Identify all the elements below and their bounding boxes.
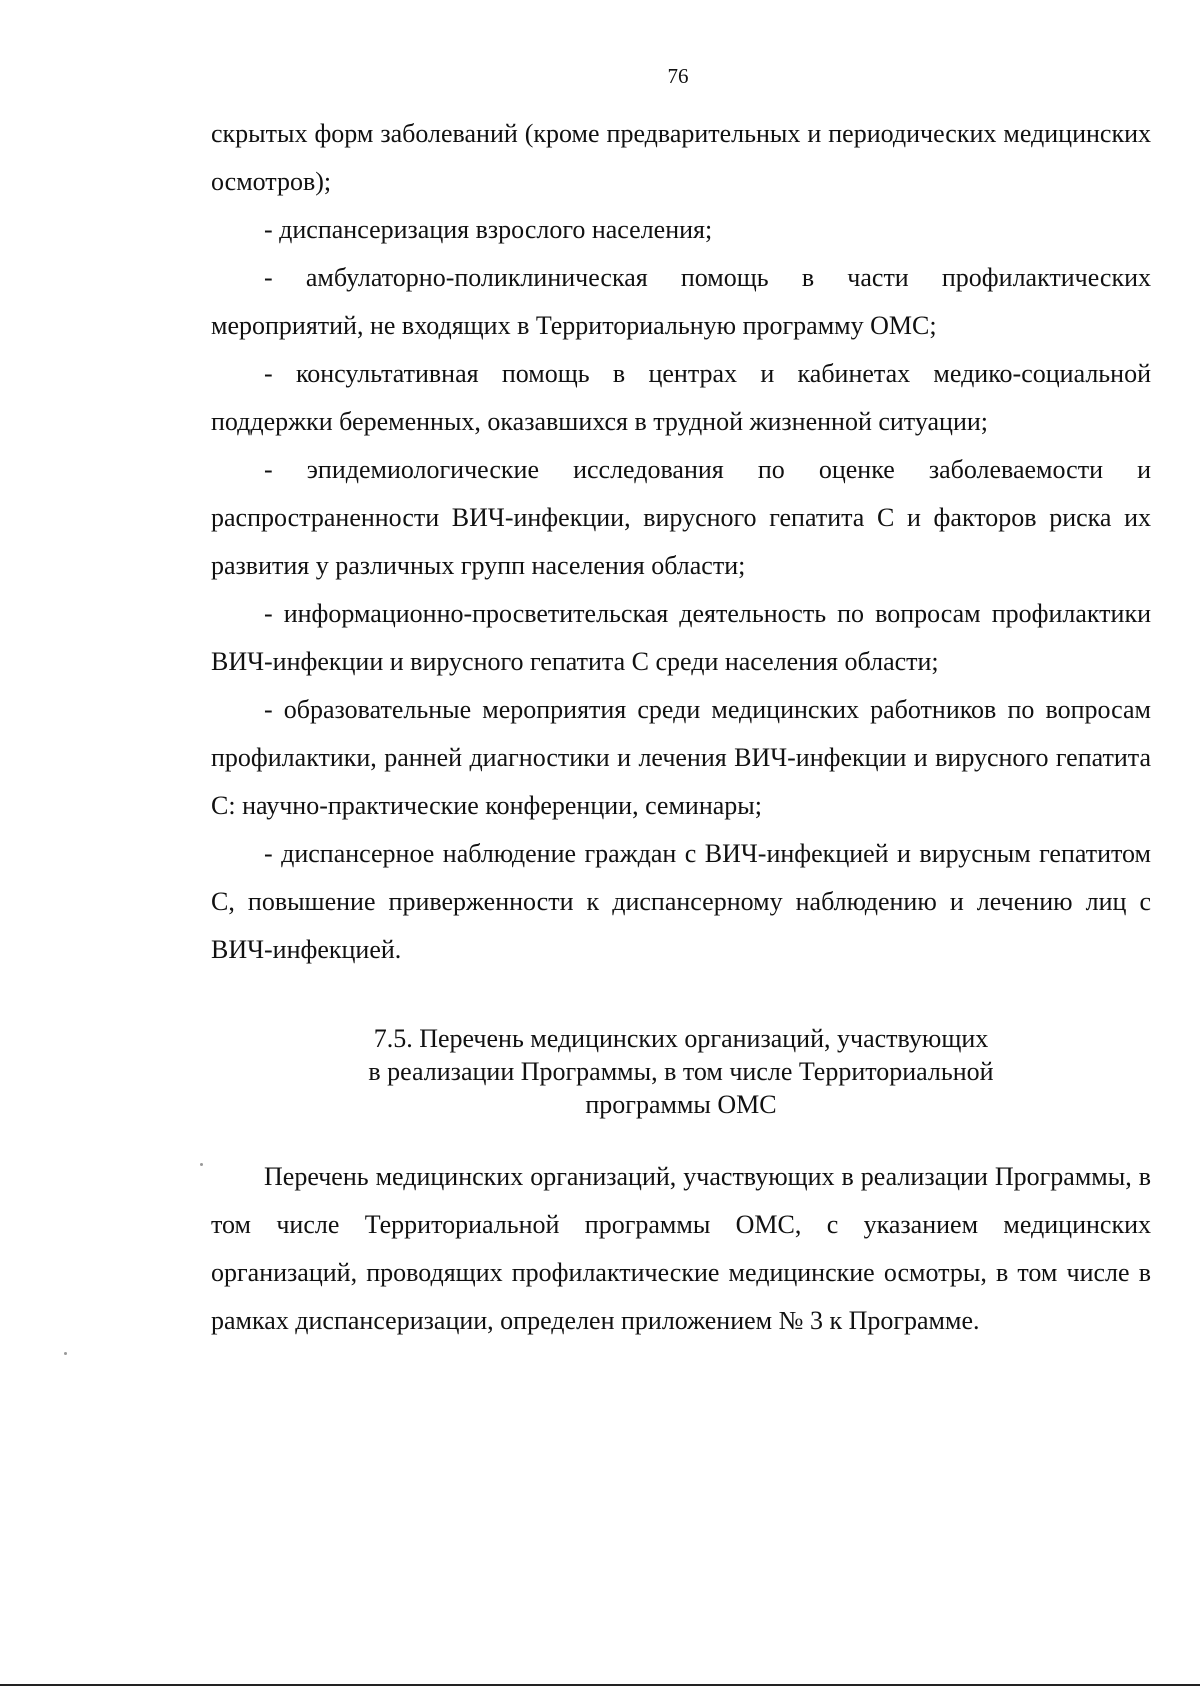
list-item-consultative-care: - консультативная помощь в центрах и кабинетах медико-социальной поддержки беременных, оказавшихся в трудной жизненной ситуации; (211, 359, 1151, 436)
list-item-educational-events: - образовательные мероприятия среди медицинских работников по вопросам профилактики, ранней диагностики и лечения ВИЧ-инфекции и вирусного гепатита С: научно-практические конференции, семинары; (211, 695, 1151, 820)
document-body (211, 110, 1151, 1345)
page-number-text: 76 (667, 64, 689, 88)
section-heading (211, 1022, 1151, 1121)
section-heading-line: 7.5. Перечень медицинских организаций, участвующих (373, 1024, 989, 1053)
scan-speck (64, 1352, 67, 1355)
paragraph-continuation: скрытых форм заболеваний (кроме предварительных и периодических медицинских осмотров); (211, 119, 1151, 196)
section-heading-line: в реализации Программы, в том числе Территориальной (368, 1057, 994, 1086)
page-bottom-edge (0, 1684, 1200, 1686)
list-item-outpatient-care: - амбулаторно-поликлиническая помощь в части профилактических мероприятий, не входящих в Территориальную программу ОМС; (211, 263, 1151, 340)
section-paragraph: Перечень медицинских организаций, участвующих в реализации Программы, в том числе Территориальной программы ОМС, с указанием медицинских организаций, проводящих профилактические медицинские осмотры, в том числе в рамках диспансеризации, определен приложением № 3 к Программе. (211, 1162, 1151, 1335)
scan-speck (200, 1163, 203, 1166)
list-item-adult-dispensarization: - диспансеризация взрослого населения; (264, 215, 713, 244)
page-number (0, 64, 1200, 89)
list-item-information-activity: - информационно-просветительская деятельность по вопросам профилактики ВИЧ-инфекции и вирусного гепатита С среди населения области; (211, 599, 1151, 676)
list-item-epidemiological-research: - эпидемиологические исследования по оценке заболеваемости и распространенности ВИЧ-инфекции, вирусного гепатита С и факторов риска их развития у различных групп населения области; (211, 455, 1151, 580)
section-heading-line: программы ОМС (585, 1090, 777, 1119)
list-item-dispensary-observation: - диспансерное наблюдение граждан с ВИЧ-инфекцией и вирусным гепатитом С, повышение приверженности к диспансерному наблюдению и лечению лиц с ВИЧ-инфекцией. (211, 839, 1151, 964)
